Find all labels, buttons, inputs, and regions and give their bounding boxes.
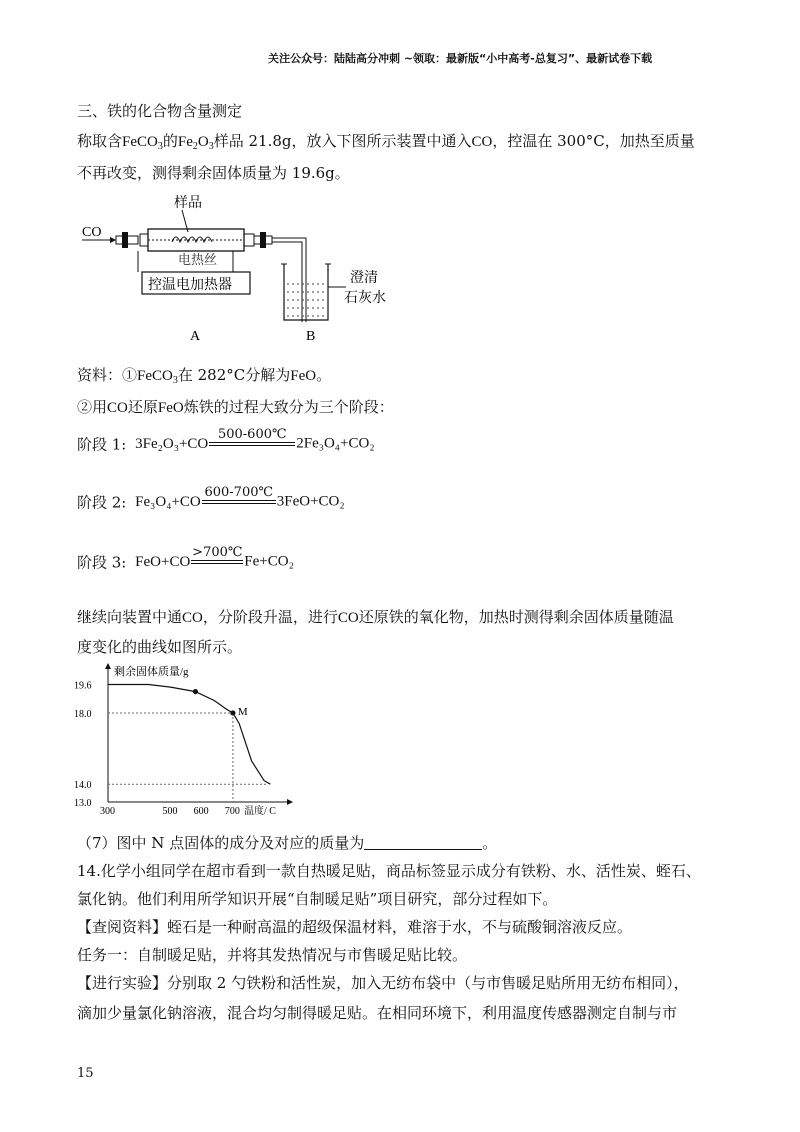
- data-point: [193, 689, 198, 694]
- intro-line-2: 不再改变，测得剩余固体质量为 19.6g。: [77, 164, 350, 182]
- x-tick-label: 300: [100, 806, 115, 817]
- stage-1-reactants: 3Fe₂O₃+CO: [135, 435, 209, 452]
- answer-blank[interactable]: [364, 835, 482, 850]
- apparatus-diagram: [78, 192, 408, 348]
- fe2o3-formula: $Fe_2O_3$: [177, 134, 214, 152]
- q14-line-4: 任务一：自制暖足贴，并将其发热情况与市售暖足贴比较。: [77, 946, 468, 964]
- stage-3-arrow: >700℃: [191, 546, 243, 578]
- stage-2: 阶段 2: Fe₃O₄+CO 600-700℃ 3FeO+CO₂: [77, 486, 345, 518]
- stage-3-products: Fe+CO₂: [244, 553, 294, 570]
- mass-curve: [108, 685, 270, 785]
- intro-text-1: 称取含: [77, 132, 123, 150]
- q14-line-3: 【查阅资料】蛭石是一种耐高温的超级保温材料，难溶于水，不与硫酸铜溶液反应。: [77, 918, 633, 936]
- stage-2-arrow: 600-700℃: [202, 486, 276, 518]
- limewater-label-1: 澄清: [350, 271, 378, 286]
- apparatus-b-label: B: [306, 329, 316, 344]
- stage-2-products: 3FeO+CO₂: [276, 493, 345, 510]
- point-m-label: M: [237, 705, 248, 718]
- stage-3-reactants: FeO+CO: [135, 553, 191, 570]
- stage-1-arrow: 500-600℃: [209, 428, 295, 460]
- intro-text-4: ，控温在 300°C，加热至质量: [492, 132, 695, 150]
- limewater-label-2: 石灰水: [344, 291, 386, 306]
- intro-text-3: 样品 21.8g，放入下图所示装置中通入: [213, 132, 472, 150]
- x-tick-label: 600: [193, 806, 209, 817]
- continue-line-1: 继续向装置中通CO，分阶段升温，进行CO还原铁的氧化物，加热时测得剩余固体质量随温: [77, 608, 674, 626]
- section-title: 三、铁的化合物含量测定: [77, 102, 243, 120]
- feco3-formula: FeCO$_3$: [122, 134, 163, 152]
- info-line-2: ②用CO还原FeO炼铁的过程大致分为三个阶段：: [77, 398, 394, 416]
- heating-wire-label: 电热丝: [178, 252, 218, 267]
- y-tick-label: 14.0: [74, 780, 92, 792]
- q14-line-2: 氯化钠。他们利用所学知识开展“自制暖足贴”项目研究，部分过程如下。: [77, 890, 558, 908]
- stage-1: 阶段 1: 3Fe₂O₃+CO 500-600℃ 2Fe₃O₄+CO₂: [77, 428, 375, 460]
- intro-text-2: 的: [162, 132, 178, 150]
- y-tick-label: 19.6: [74, 680, 92, 692]
- y-axis-label: 剩余固体质量/g: [114, 666, 189, 678]
- intro-line-1: [77, 130, 695, 151]
- sample-label: 样品: [174, 196, 202, 211]
- q14-line-5: 【进行实验】分别取 2 勺铁粉和活性炭，加入无纺布袋中（与市售暖足贴所用无纺布相同），: [77, 974, 689, 992]
- heater-label: 控温电加热器: [148, 278, 232, 293]
- x-axis-label: 温度/ C: [244, 806, 276, 817]
- data-point: [230, 710, 235, 715]
- q14-line-6: 滴加少量氯化钠溶液，混合均匀制得暖足贴。在相同环境下，利用温度传感器测定自制与市: [77, 1004, 678, 1022]
- q14-line-1: 14.化学小组同学在超市看到一款自热暖足贴，商品标签显示成分有铁粉、水、活性炭、蛭石、: [77, 862, 701, 880]
- stage-1-products: 2Fe₃O₄+CO₂: [296, 435, 375, 452]
- stage-3: 阶段 3: FeO+CO >700℃ Fe+CO₂: [77, 546, 294, 578]
- page-number: 15: [77, 1066, 94, 1081]
- question-7: （7）图中 N 点固体的成分及对应的质量为 。: [77, 834, 498, 852]
- info-line-1: 资料：①FeCO$_3$在 282°C分解为FeO。: [77, 366, 332, 386]
- page-header: 关注公众号：陆陆高分冲刺 ~领取：最新版“小中高考-总复习”、最新试卷下载: [268, 52, 653, 65]
- apparatus-a-label: A: [190, 329, 201, 344]
- co-inlet-label: CO: [82, 225, 102, 240]
- y-tick-label: 18.0: [74, 708, 92, 720]
- x-tick-label: 700: [224, 806, 240, 817]
- stage-2-reactants: Fe₃O₄+CO: [135, 493, 201, 510]
- y-tick-label: 13.0: [74, 798, 92, 809]
- x-tick-label: 500: [162, 806, 178, 817]
- continue-line-2: 度变化的曲线如图所示。: [77, 638, 243, 656]
- co-formula: CO: [471, 134, 493, 150]
- mass-temperature-chart: [72, 662, 302, 818]
- feco3-formula-2: FeCO$_3$: [137, 368, 178, 386]
